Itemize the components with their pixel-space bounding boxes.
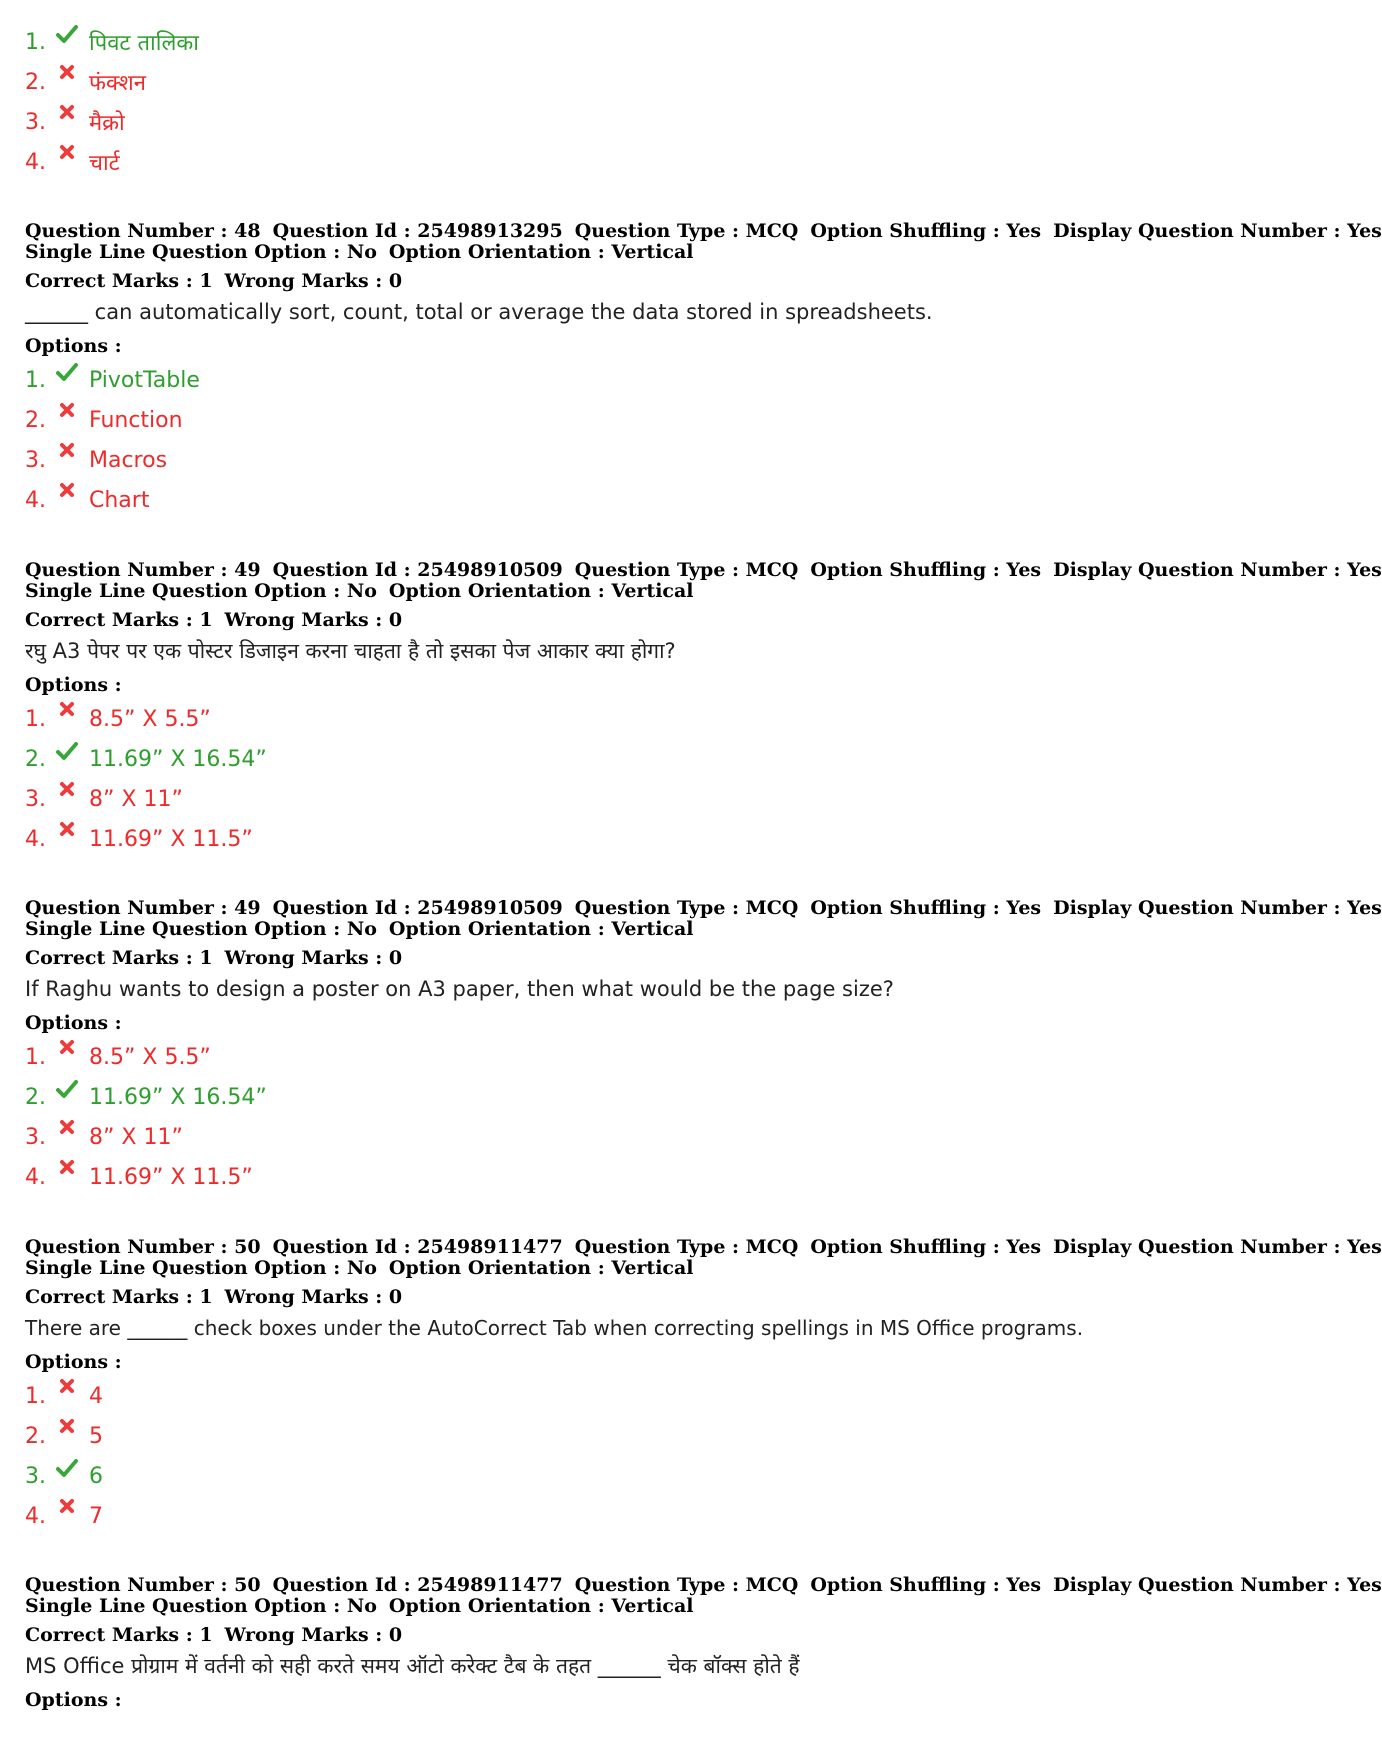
option-number: 1.: [25, 29, 46, 55]
question-block: [25, 220, 1382, 520]
wrong-marks: Wrong Marks : 0: [224, 1624, 403, 1646]
question-type: Question Type : MCQ: [574, 1236, 799, 1258]
option-shuffling: Option Shuffling : Yes: [810, 220, 1042, 242]
question-number: Question Number : 48: [25, 220, 261, 242]
question-number: Question Number : 49: [25, 559, 261, 581]
option-number: 2.: [25, 746, 46, 772]
option-number: 1.: [25, 367, 46, 393]
option-number: 4.: [25, 826, 46, 852]
option-text: 11.69” X 11.5”: [89, 826, 253, 852]
question-text: रघु A3 पेपर पर एक पोस्टर डिजाइन करना चाहता है तो इसका पेज आकार क्या होगा?: [25, 639, 676, 663]
question-id: Question Id : 25498910509: [272, 897, 563, 919]
cross-icon: [53, 1119, 81, 1143]
question-meta: [25, 1236, 1382, 1258]
correct-marks: Correct Marks : 1: [25, 1624, 213, 1646]
option-orientation: Option Orientation : Vertical: [388, 1257, 694, 1279]
question-meta-2: [25, 1596, 1225, 1617]
option-text: चार्ट: [89, 151, 120, 176]
option-shuffling: Option Shuffling : Yes: [810, 559, 1042, 581]
option-text: 8” X 11”: [89, 786, 183, 812]
display-question-number: Display Question Number : Yes: [1053, 897, 1382, 919]
display-question-number: Display Question Number : Yes: [1053, 220, 1382, 242]
question-block: [25, 897, 1382, 1197]
option-number: 4.: [25, 487, 46, 513]
wrong-marks: Wrong Marks : 0: [224, 270, 403, 292]
question-id: Question Id : 25498911477: [272, 1574, 563, 1596]
option-item: [25, 1077, 1225, 1117]
question-text: ______ can automatically sort, count, total or average the data stored in spreadsheets.: [25, 300, 933, 324]
option-text: 11.69” X 11.5”: [89, 1164, 253, 1190]
option-text: 7: [89, 1503, 103, 1529]
question-text: MS Office प्रोग्राम में वर्तनी को सही करते समय ऑटो करेक्ट टैब के तहत ______ चेक बॉक्स होते हैं: [25, 1654, 800, 1678]
single-line-option: Single Line Question Option : No: [25, 1257, 377, 1279]
correct-marks: Correct Marks : 1: [25, 270, 213, 292]
option-text: 11.69” X 16.54”: [89, 746, 267, 772]
option-item: [25, 1456, 1225, 1496]
option-number: 2.: [25, 69, 46, 95]
question-block: [25, 1574, 1382, 1712]
question-id: Question Id : 25498913295: [272, 220, 563, 242]
cross-icon: [53, 1498, 81, 1522]
wrong-marks: Wrong Marks : 0: [224, 947, 403, 969]
option-item: [25, 779, 1225, 819]
cross-icon: [53, 1039, 81, 1063]
cross-icon: [53, 821, 81, 845]
options-list: [25, 1376, 1225, 1536]
option-shuffling: Option Shuffling : Yes: [810, 1574, 1042, 1596]
option-item: [25, 1117, 1225, 1157]
option-text: Chart: [89, 487, 150, 513]
option-text: 6: [89, 1463, 103, 1489]
option-item: [25, 102, 199, 142]
correct-marks: Correct Marks : 1: [25, 609, 213, 631]
marks-line: [25, 610, 1225, 631]
wrong-marks: Wrong Marks : 0: [224, 1286, 403, 1308]
question-type: Question Type : MCQ: [574, 897, 799, 919]
options-label: Options :: [25, 1012, 122, 1034]
single-line-option: Single Line Question Option : No: [25, 241, 377, 263]
cross-icon: [53, 64, 81, 88]
question-meta-2: [25, 581, 1225, 602]
question-meta: [25, 897, 1382, 919]
cross-icon: [53, 781, 81, 805]
option-item: [25, 1376, 1225, 1416]
check-icon: [53, 362, 81, 386]
single-line-option: Single Line Question Option : No: [25, 580, 377, 602]
option-text: 5: [89, 1423, 103, 1449]
options-label: Options :: [25, 674, 122, 696]
option-number: 2.: [25, 1084, 46, 1110]
display-question-number: Display Question Number : Yes: [1053, 1574, 1382, 1596]
option-text: Function: [89, 407, 183, 433]
option-item: [25, 480, 1225, 520]
cross-icon: [53, 442, 81, 466]
cross-icon: [53, 701, 81, 725]
single-line-option: Single Line Question Option : No: [25, 1595, 377, 1617]
option-orientation: Option Orientation : Vertical: [388, 241, 694, 263]
option-orientation: Option Orientation : Vertical: [388, 1595, 694, 1617]
display-question-number: Display Question Number : Yes: [1053, 1236, 1382, 1258]
option-number: 3.: [25, 447, 46, 473]
question-type: Question Type : MCQ: [574, 1574, 799, 1596]
question-meta-2: [25, 242, 1225, 263]
cross-icon: [53, 402, 81, 426]
question-type: Question Type : MCQ: [574, 559, 799, 581]
options-label: Options :: [25, 1351, 122, 1373]
option-item: [25, 1157, 1225, 1197]
option-item: [25, 400, 1225, 440]
question-id: Question Id : 25498910509: [272, 559, 563, 581]
marks-line: [25, 1287, 1225, 1308]
option-number: 2.: [25, 1423, 46, 1449]
question-meta: [25, 220, 1382, 242]
question-block: [25, 1236, 1382, 1536]
question-block: [25, 559, 1382, 859]
check-icon: [53, 1458, 81, 1482]
option-shuffling: Option Shuffling : Yes: [810, 1236, 1042, 1258]
question-text: There are ______ check boxes under the AutoCorrect Tab when correcting spellings in MS Office programs.: [25, 1316, 1084, 1340]
single-line-option: Single Line Question Option : No: [25, 918, 377, 940]
option-number: 3.: [25, 786, 46, 812]
question-meta: [25, 559, 1382, 581]
question-type: Question Type : MCQ: [574, 220, 799, 242]
option-text: 11.69” X 16.54”: [89, 1084, 267, 1110]
option-orientation: Option Orientation : Vertical: [388, 918, 694, 940]
option-number: 1.: [25, 706, 46, 732]
option-item: [25, 142, 199, 182]
options-label: Options :: [25, 1689, 122, 1711]
cross-icon: [53, 482, 81, 506]
option-number: 3.: [25, 109, 46, 135]
option-number: 3.: [25, 1463, 46, 1489]
option-number: 2.: [25, 407, 46, 433]
option-item: [25, 22, 199, 62]
option-item: [25, 819, 1225, 859]
option-text: PivotTable: [89, 367, 200, 393]
options-list: [25, 1037, 1225, 1197]
option-text: 4: [89, 1383, 103, 1409]
option-text: 8.5” X 5.5”: [89, 706, 211, 732]
option-number: 1.: [25, 1383, 46, 1409]
option-text: पिवट तालिका: [89, 31, 199, 56]
marks-line: [25, 948, 1225, 969]
option-text: 8” X 11”: [89, 1124, 183, 1150]
top-options: [25, 22, 199, 182]
option-text: 8.5” X 5.5”: [89, 1044, 211, 1070]
question-meta-2: [25, 919, 1225, 940]
question-number: Question Number : 50: [25, 1236, 261, 1258]
options-list: [25, 699, 1225, 859]
cross-icon: [53, 1378, 81, 1402]
option-item: [25, 1037, 1225, 1077]
question-meta: [25, 1574, 1382, 1596]
option-text: फंक्शन: [89, 71, 146, 96]
option-orientation: Option Orientation : Vertical: [388, 580, 694, 602]
check-icon: [53, 24, 81, 48]
option-item: [25, 360, 1225, 400]
option-item: [25, 1496, 1225, 1536]
options-list: [25, 360, 1225, 520]
question-id: Question Id : 25498911477: [272, 1236, 563, 1258]
option-item: [25, 440, 1225, 480]
question-number: Question Number : 49: [25, 897, 261, 919]
wrong-marks: Wrong Marks : 0: [224, 609, 403, 631]
option-text: मैक्रो: [89, 111, 125, 136]
check-icon: [53, 741, 81, 765]
option-shuffling: Option Shuffling : Yes: [810, 897, 1042, 919]
display-question-number: Display Question Number : Yes: [1053, 559, 1382, 581]
check-icon: [53, 1079, 81, 1103]
option-number: 3.: [25, 1124, 46, 1150]
marks-line: [25, 1625, 1225, 1646]
option-number: 1.: [25, 1044, 46, 1070]
option-item: [25, 699, 1225, 739]
option-item: [25, 1416, 1225, 1456]
cross-icon: [53, 1159, 81, 1183]
question-meta-2: [25, 1258, 1225, 1279]
cross-icon: [53, 144, 81, 168]
marks-line: [25, 271, 1225, 292]
cross-icon: [53, 1418, 81, 1442]
option-item: [25, 62, 199, 102]
option-text: Macros: [89, 447, 168, 473]
question-text: If Raghu wants to design a poster on A3 paper, then what would be the page size?: [25, 977, 894, 1001]
option-item: [25, 739, 1225, 779]
question-number: Question Number : 50: [25, 1574, 261, 1596]
option-number: 4.: [25, 149, 46, 175]
option-number: 4.: [25, 1164, 46, 1190]
option-number: 4.: [25, 1503, 46, 1529]
correct-marks: Correct Marks : 1: [25, 947, 213, 969]
cross-icon: [53, 104, 81, 128]
correct-marks: Correct Marks : 1: [25, 1286, 213, 1308]
options-label: Options :: [25, 335, 122, 357]
